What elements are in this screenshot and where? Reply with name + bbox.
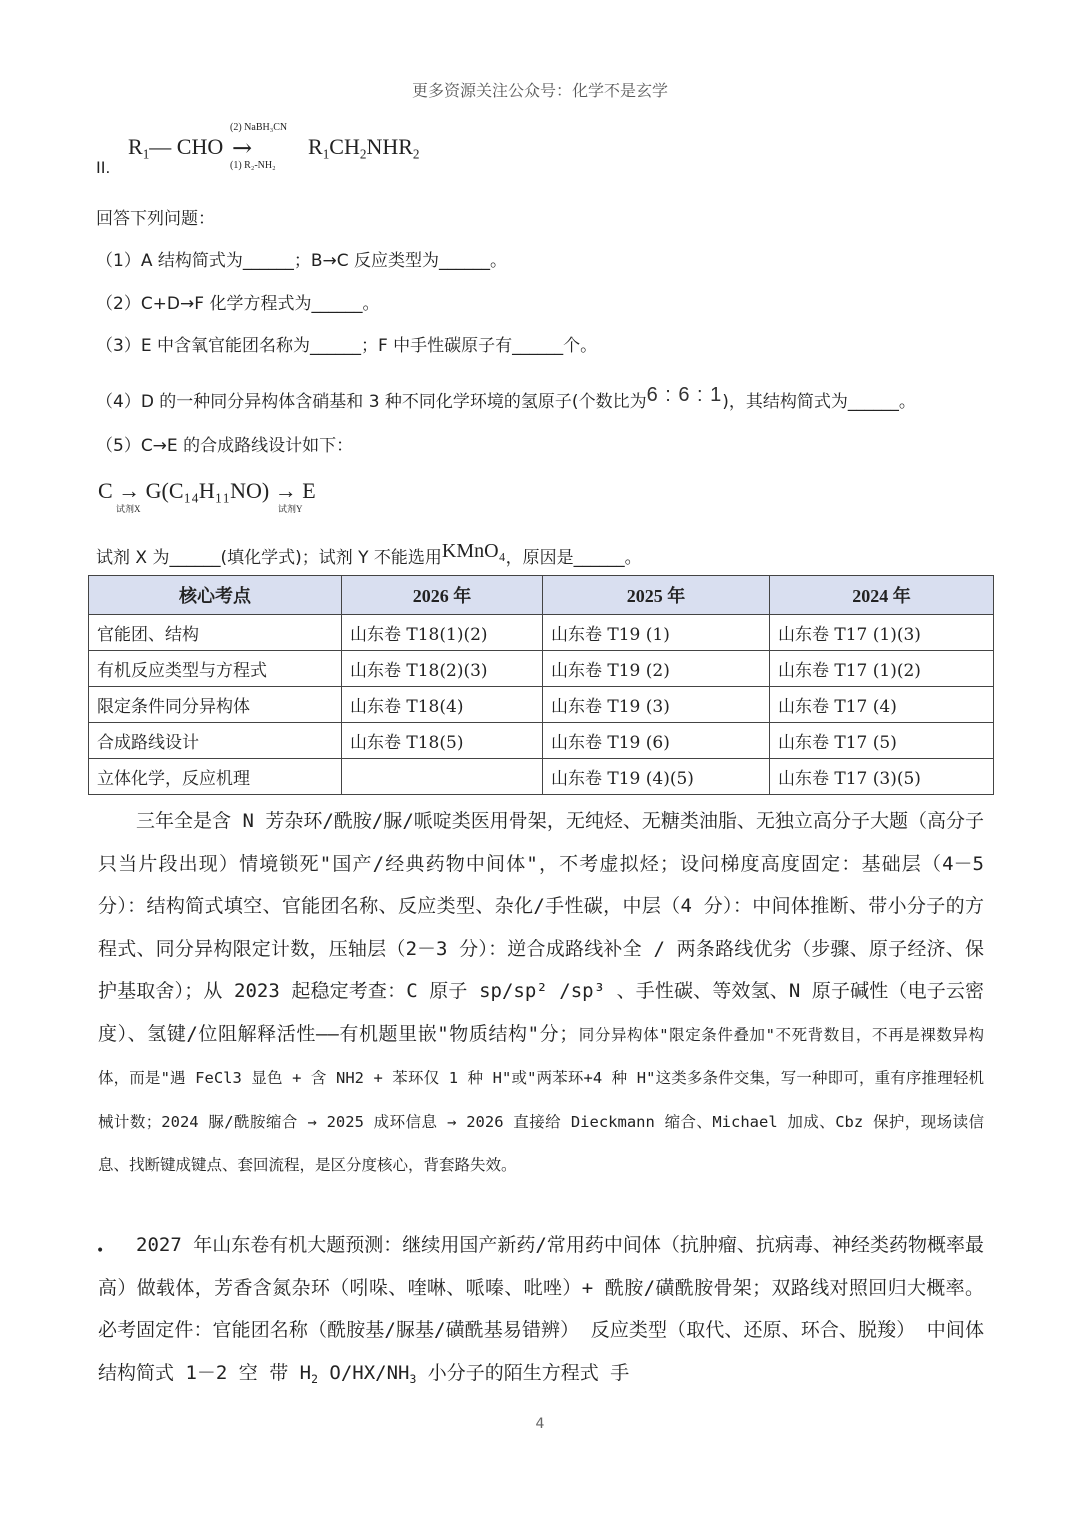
condition-above: (2) NaBH₃CN [230, 122, 288, 133]
condition-below: (1) R₂-NH₂ [230, 160, 276, 171]
reagent-question: 试剂 X 为______(填化学式)；试剂 Y 不能选用KMnO₄，原因是______。 [96, 540, 642, 568]
table-cell: 立体化学，反应机理 [89, 759, 342, 795]
table-row [89, 759, 994, 795]
table-cell: 山东卷 T19 (1) [543, 615, 770, 651]
table-cell: 有机反应类型与方程式 [89, 651, 342, 687]
kmno4-formula: KMnO₄ [441, 540, 506, 562]
table-cell [342, 759, 543, 795]
reagent-y-label: 试剂Y [278, 504, 303, 514]
exam-points-table [88, 575, 994, 795]
reaction-number: II. [96, 158, 111, 177]
question-1: （1）A 结构简式为______；B→C 反应类型为______。 [96, 251, 508, 271]
synthesis-route [98, 470, 398, 520]
question-5: （5）C→E 的合成路线设计如下： [96, 436, 354, 456]
table-cell: 山东卷 T17 (3)(5) [770, 759, 994, 795]
analysis-text-small: 同分异构体"限定条件叠加"不死背数目，不再是裸数异构体，而是"遇 FeCl3 显色 + 含 NH2 + 苯环仅 1 种 H"或"两苯环+4 种 H"这类多条件交集，写一种即可，重有序推理轻机械计数；2024 脲/酰胺缩合 → 2025 成环信息 → 2026 直接给 Dieckmann 缩合、Michael 加成、Cbz 保护，现场读信息、找断键成键点、套回流程，是区分度核心，背套路失效。 [98, 1025, 984, 1174]
table-cell: 山东卷 T19 (4)(5) [543, 759, 770, 795]
table-header: 2026 年 [342, 576, 543, 615]
table-cell: 山东卷 T18(5) [342, 723, 543, 759]
reaction-arrow: → [232, 134, 253, 162]
question-3: （3）E 中含氧官能团名称为______；F 中手性碳原子有______个。 [96, 336, 598, 356]
table-cell: 限定条件同分异构体 [89, 687, 342, 723]
reagent-x-label: 试剂X [116, 504, 141, 514]
page-header: 更多资源关注公众号：化学不是玄学 [411, 81, 668, 100]
table-cell: 山东卷 T19 (2) [543, 651, 770, 687]
table-cell: 山东卷 T17 (1)(3) [770, 615, 994, 651]
questions-intro: 回答下列问题： [96, 209, 215, 229]
table-row [89, 723, 994, 759]
table-cell: 山东卷 T18(2)(3) [342, 651, 543, 687]
table-header-row [89, 576, 994, 615]
table-row [89, 687, 994, 723]
prediction-paragraph: 2027 年山东卷有机大题预测：继续用国产新药/常用药中间体（抗肿瘤、抗病毒、神经类药物概率最高）做载体，芳香含氮杂环（吲哚、喹啉、哌嗪、吡唑）+ 酰胺/磺酰胺骨架；双路线对照回归大概率。必考固定件：官能团名称（酰胺基/脲基/磺酰基易错辨） 反应类型（取代、还原、环合、脱羧） 中间体结构简式 1－2 空 带 $H_2$ $O/HX/NH_3$ 小分子的陌生方程式 手 [98, 1234, 984, 1386]
table-cell: 山东卷 T18(4) [342, 687, 543, 723]
table-cell: 山东卷 T17 (1)(2) [770, 651, 994, 687]
synthesis-equation: C → G(C₁₄H₁₁NO) → E [98, 478, 316, 503]
table-cell: 合成路线设计 [89, 723, 342, 759]
bullet-point: • [96, 1243, 105, 1259]
hydrogen-ratio: 6 : 6 : 1 [646, 384, 723, 406]
table-header: 核心考点 [89, 576, 342, 615]
analysis-text: 三年全是含 N 芳杂环/酰胺/脲/哌啶类医用骨架，无纯烃、无糖类油脂、无独立高分子大题（高分子只当片段出现）情境锁死"国产/经典药物中间体"，不考虚拟烃；设问梯度高度固定：基础层（4－5 分）：结构简式填空、官能团名称、反应类型、杂化/手性碳，中层（4 分）：中间体推断、带小分子的方程式、同分异构限定计数，压轴层（2－3 分）：逆合成路线补全 / 两条路线优劣（步骤、原子经济、保护基取舍）；从 2023 起稳定考查：C 原子 sp/sp² /sp³ 、手性碳、等效氢、N 原子碱性（电子云密度）、氢键/位阻解释活性——有机题里嵌"物质结构"分； [98, 810, 984, 1045]
table-cell: 山东卷 T18(1)(2) [342, 615, 543, 651]
reaction-scheme [96, 122, 496, 182]
table-cell: 山东卷 T17 (5) [770, 723, 994, 759]
page-number: 4 [535, 1416, 545, 1432]
table-cell: 官能团、结构 [89, 615, 342, 651]
analysis-paragraph [98, 800, 984, 1187]
table-row [89, 615, 994, 651]
table-cell: 山东卷 T19 (3) [543, 687, 770, 723]
question-4: （4）D 的一种同分异构体含硝基和 3 种不同化学环境的氢原子(个数比为6 : 6 : 1)，其结构简式为______。 [96, 384, 916, 412]
reactant: $R_1—$ CHO [128, 134, 224, 162]
product: $R_1CH_2NHR_2$ [308, 134, 420, 162]
question-2: （2）C+D→F 化学方程式为______。 [96, 294, 380, 314]
table-cell: 山东卷 T19 (6) [543, 723, 770, 759]
table-header: 2025 年 [543, 576, 770, 615]
table-header: 2024 年 [770, 576, 994, 615]
table-row [89, 651, 994, 687]
table-cell: 山东卷 T17 (4) [770, 687, 994, 723]
